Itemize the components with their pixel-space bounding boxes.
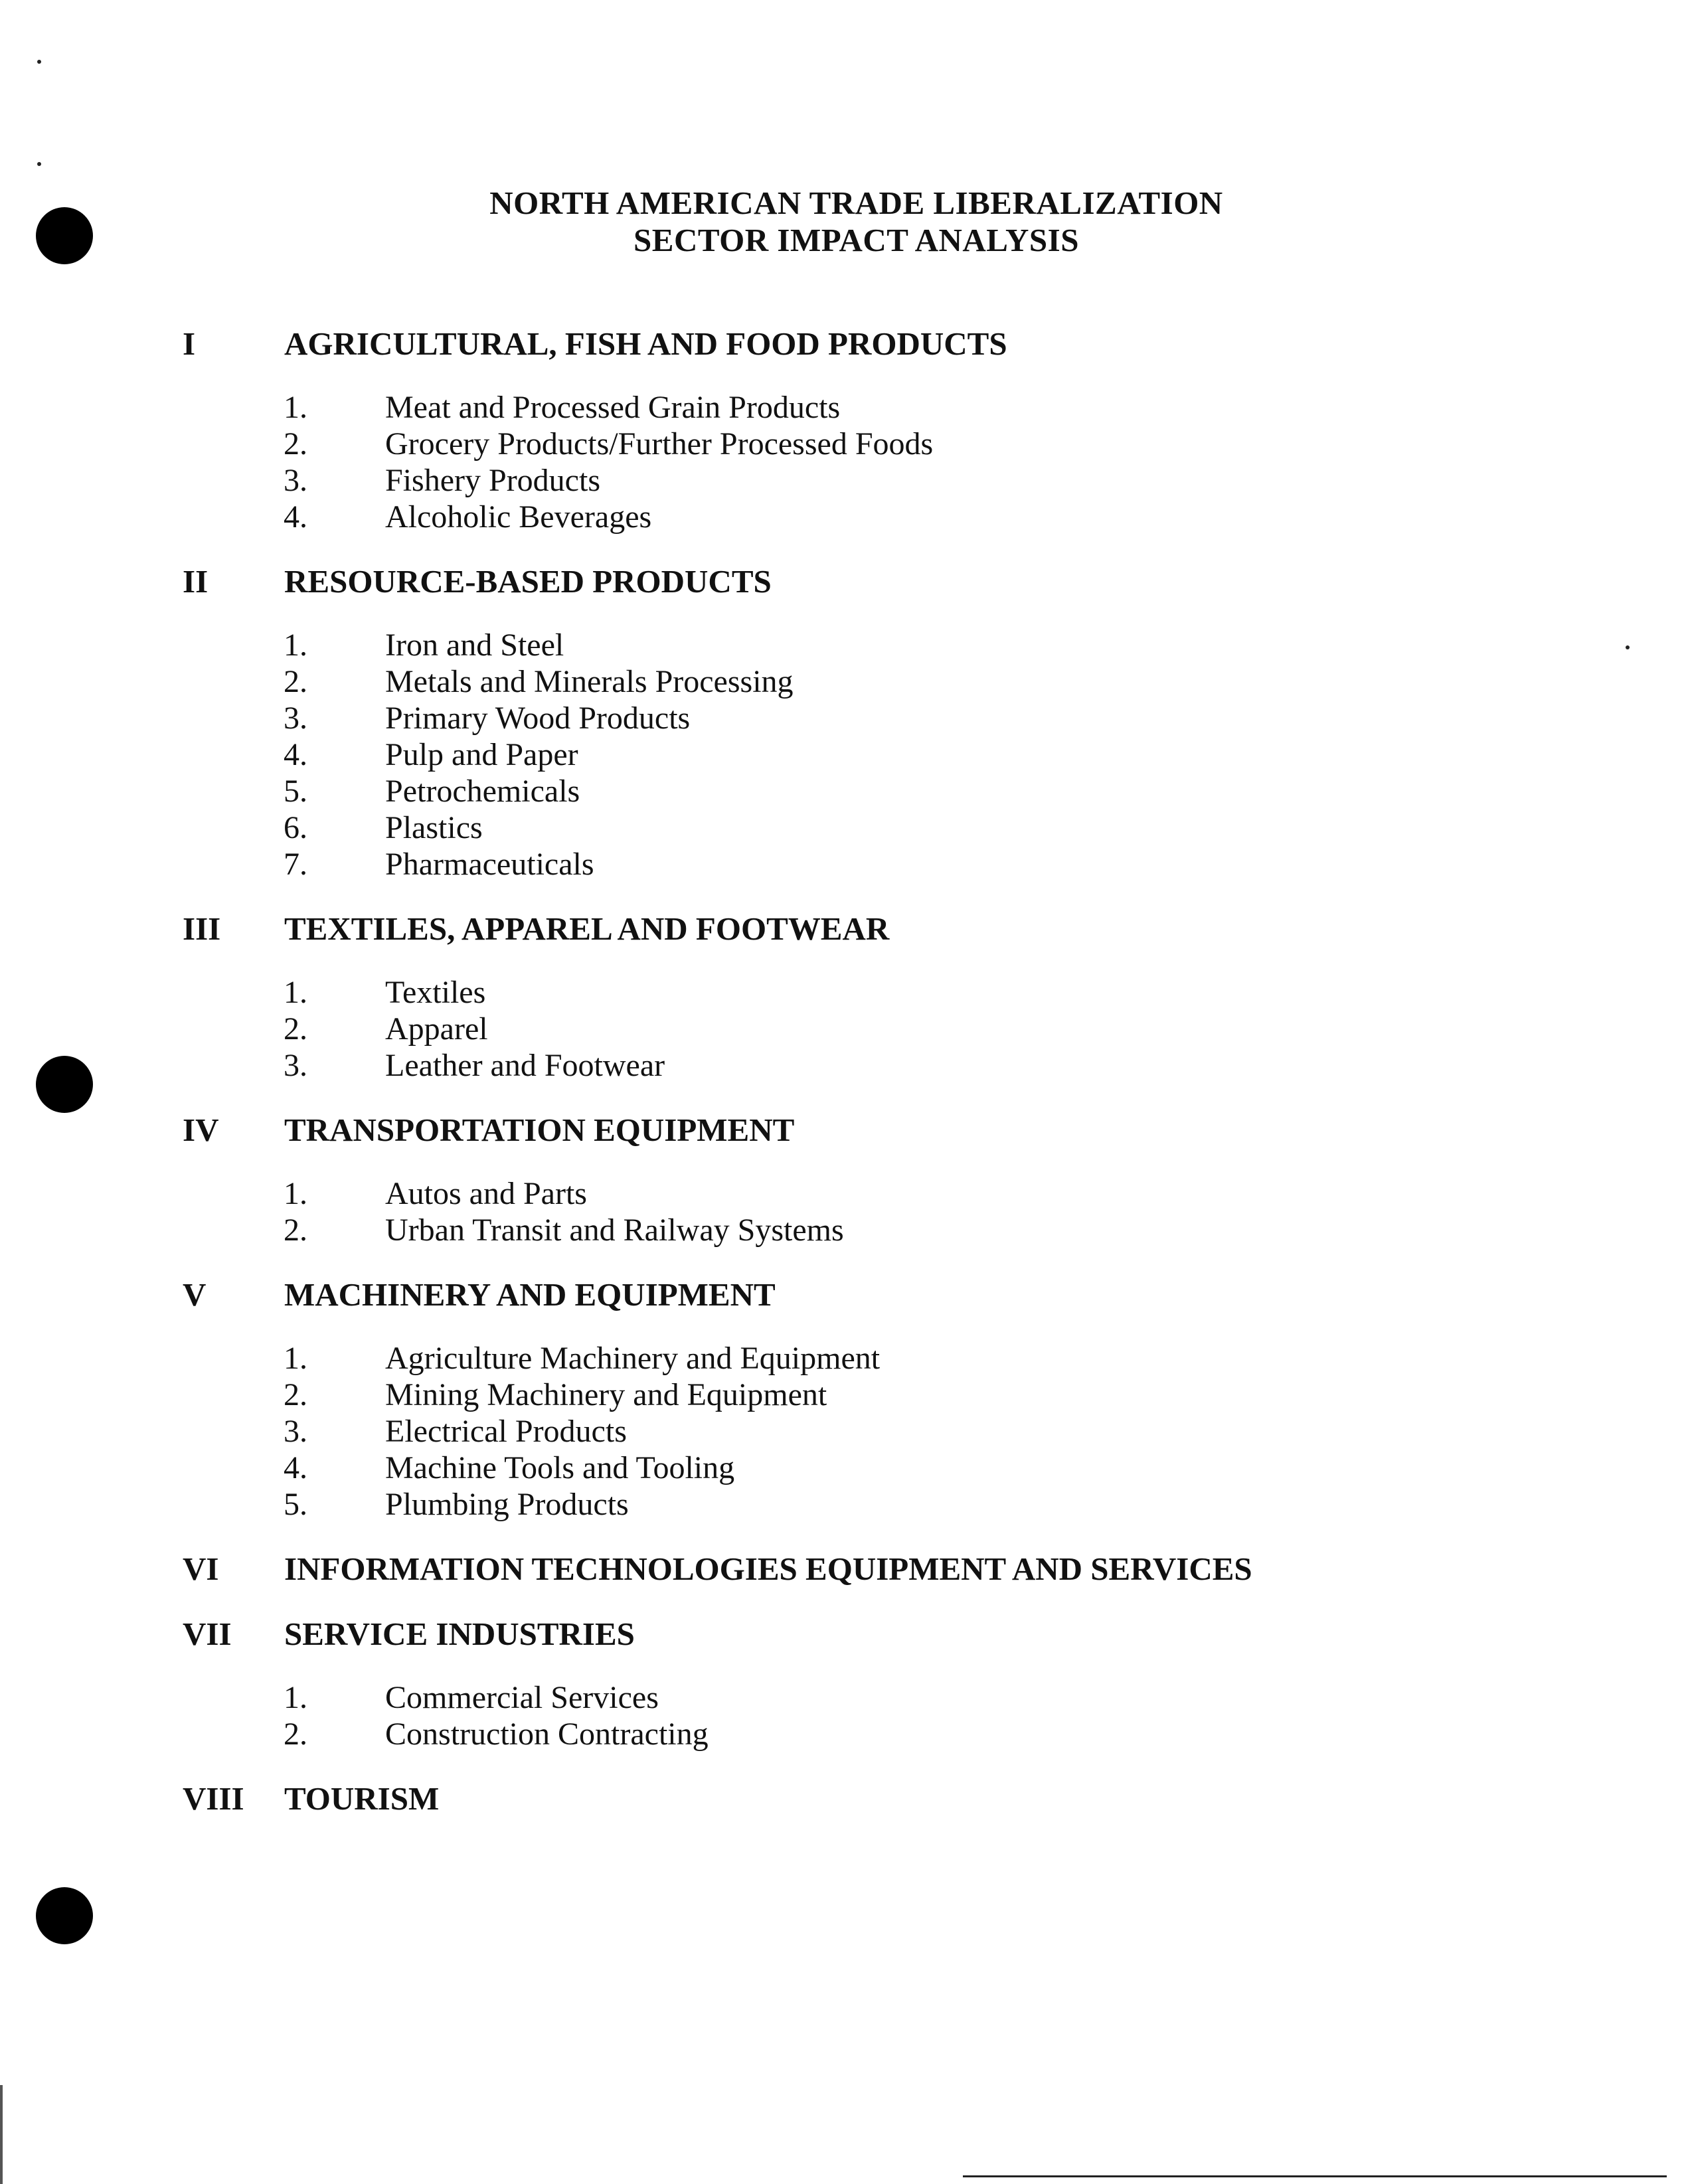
item-number: 3. [284,1048,307,1083]
item-label: Alcoholic Beverages [385,499,652,535]
section-numeral: III [183,910,221,947]
section-numeral: VIII [183,1780,244,1817]
section-item-list [284,974,1644,1084]
list-item [284,974,1644,1011]
item-label: Metals and Minerals Processing [385,664,794,699]
sector-list [183,325,1644,1845]
sector-section [183,1551,1644,1588]
section-item-list [284,389,1644,535]
item-number: 7. [284,847,307,882]
title-line-1: NORTH AMERICAN TRADE LIBERALIZATION [489,185,1223,221]
scan-speck [37,60,41,64]
section-heading [183,910,1644,948]
item-label: Pulp and Paper [385,737,578,772]
list-item [284,1377,1644,1413]
item-number: 2. [284,426,307,462]
section-numeral: V [183,1276,207,1313]
item-label: Leather and Footwear [385,1048,665,1083]
item-number: 4. [284,737,307,772]
item-number: 2. [284,1011,307,1047]
sector-section [183,1276,1644,1523]
item-label: Mining Machinery and Equipment [385,1377,827,1412]
section-heading [183,1551,1644,1588]
list-item [284,846,1644,882]
section-numeral: II [183,563,209,600]
sector-section [183,563,1644,882]
list-item [284,1047,1644,1084]
document-title [0,185,1686,259]
section-item-list [284,1175,1644,1248]
section-item-list [284,1340,1644,1523]
section-title: AGRICULTURAL, FISH AND FOOD PRODUCTS [284,325,1007,362]
item-number: 2. [284,1377,307,1412]
item-label: Machine Tools and Tooling [385,1450,735,1485]
item-number: 1. [284,1176,307,1211]
item-label: Meat and Processed Grain Products [385,390,841,425]
section-numeral: IV [183,1112,219,1148]
item-label: Autos and Parts [385,1176,587,1211]
list-item [284,499,1644,535]
list-item [284,1486,1644,1523]
section-heading [183,563,1644,600]
list-item [284,1011,1644,1047]
scan-speck [37,162,41,166]
section-numeral: VII [183,1616,232,1652]
item-label: Fishery Products [385,463,600,498]
item-number: 1. [284,628,307,663]
scan-edge [0,2085,3,2184]
section-heading [183,1780,1644,1817]
item-label: Pharmaceuticals [385,847,594,882]
item-number: 4. [284,499,307,535]
list-item [284,1413,1644,1450]
list-item [284,1679,1644,1716]
section-numeral: I [183,325,196,362]
item-number: 2. [284,1717,307,1752]
item-number: 1. [284,975,307,1010]
section-title: MACHINERY AND EQUIPMENT [284,1276,776,1313]
item-label: Electrical Products [385,1414,627,1449]
list-item [284,462,1644,499]
item-label: Construction Contracting [385,1717,709,1752]
list-item [284,1450,1644,1486]
item-label: Primary Wood Products [385,701,691,736]
item-number: 1. [284,1680,307,1715]
list-item [284,736,1644,773]
sector-section [183,325,1644,535]
section-title: INFORMATION TECHNOLOGIES EQUIPMENT AND SERVICES [284,1551,1252,1587]
section-title: TEXTILES, APPAREL AND FOOTWEAR [284,910,890,947]
item-label: Plastics [385,810,483,845]
punch-hole-middle [36,1056,93,1113]
section-numeral: VI [183,1551,219,1587]
punch-hole-bottom [36,1887,93,1944]
list-item [284,1175,1644,1212]
section-item-list [284,627,1644,882]
item-label: Iron and Steel [385,628,564,663]
item-number: 3. [284,1414,307,1449]
item-number: 1. [284,1341,307,1376]
section-heading [183,1616,1644,1653]
item-number: 2. [284,1213,307,1248]
item-number: 5. [284,774,307,809]
list-item [284,663,1644,700]
list-item [284,773,1644,809]
list-item [284,700,1644,736]
item-number: 3. [284,463,307,498]
section-title: TRANSPORTATION EQUIPMENT [284,1112,795,1148]
item-label: Textiles [385,975,486,1010]
list-item [284,627,1644,663]
list-item [284,1212,1644,1248]
section-title: TOURISM [284,1780,440,1817]
item-label: Commercial Services [385,1680,659,1715]
item-label: Agriculture Machinery and Equipment [385,1341,881,1376]
item-label: Urban Transit and Railway Systems [385,1213,844,1248]
sector-section [183,1780,1644,1817]
item-label: Plumbing Products [385,1487,629,1522]
bottom-rule [963,2175,1667,2177]
section-title: SERVICE INDUSTRIES [284,1616,635,1652]
section-heading [183,325,1644,363]
list-item [284,426,1644,462]
item-label: Apparel [385,1011,488,1047]
section-item-list [284,1679,1644,1752]
sector-section [183,1616,1644,1752]
item-number: 2. [284,664,307,699]
section-title: RESOURCE-BASED PRODUCTS [284,563,772,600]
item-label: Grocery Products/Further Processed Foods [385,426,934,462]
list-item [284,1716,1644,1752]
section-heading [183,1276,1644,1313]
item-number: 3. [284,701,307,736]
item-number: 5. [284,1487,307,1522]
item-label: Petrochemicals [385,774,580,809]
item-number: 1. [284,390,307,425]
section-heading [183,1112,1644,1149]
sector-section [183,1112,1644,1248]
item-number: 6. [284,810,307,845]
title-line-2: SECTOR IMPACT ANALYSIS [633,222,1079,258]
list-item [284,1340,1644,1377]
list-item [284,809,1644,846]
list-item [284,389,1644,426]
sector-section [183,910,1644,1084]
item-number: 4. [284,1450,307,1485]
